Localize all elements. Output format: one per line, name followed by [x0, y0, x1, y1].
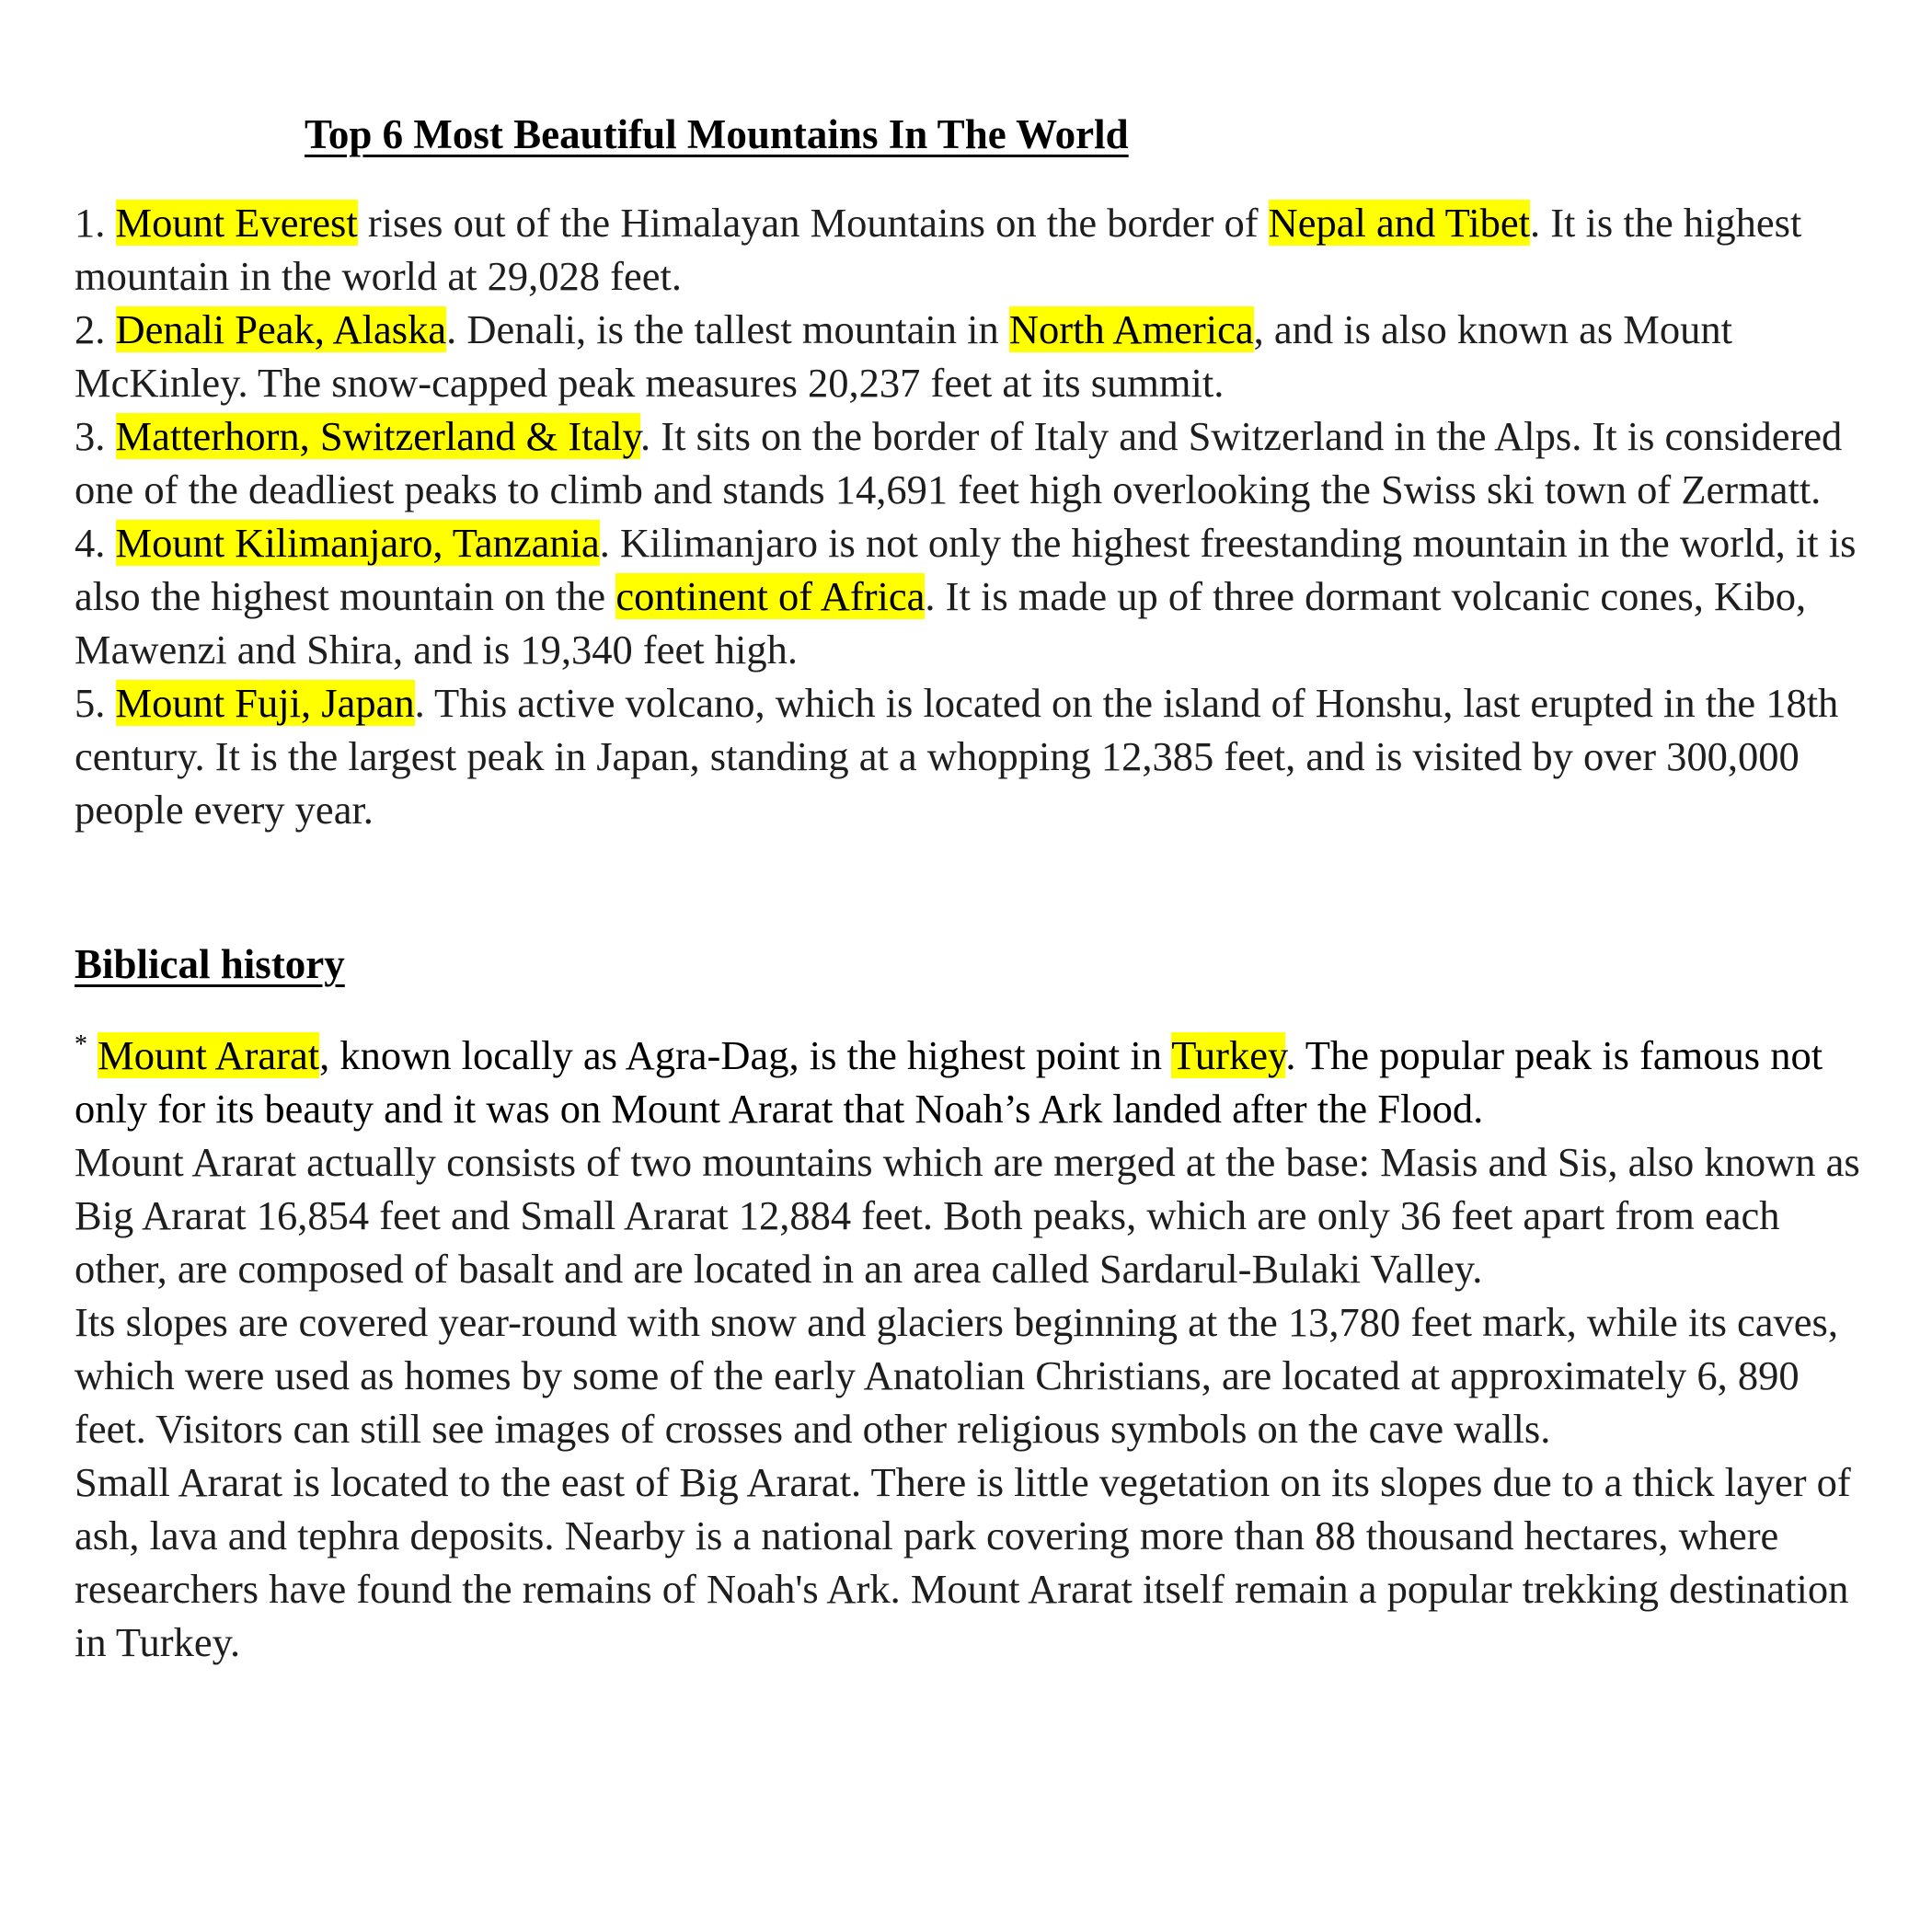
- ararat-section: [75, 1029, 1878, 1669]
- highlighted-place: Turkey: [1171, 1032, 1286, 1078]
- item-text: rises out of the Himalayan Mountains on the border of: [357, 200, 1269, 246]
- highlighted-mountain-name: Matterhorn, Switzerland & Italy: [115, 413, 641, 459]
- ararat-paragraph-slopes: Its slopes are covered year-round with snow and glaciers beginning at the 13,780 feet mark, while its caves, which were used as homes by some of the early Anatolian Christians, are located at approximately 6, 890 feet. Visitors can still see images of crosses and other religious symbols on the cave walls.: [75, 1299, 1838, 1452]
- paragraph-text: . The popular peak is famous not only for its beauty and it was on Mount Ararat that Noah’s Ark landed after the Flood.: [75, 1032, 1823, 1132]
- item-text: . It sits on the border of Italy and Switzerland in the Alps. It is considered one of the deadliest peaks to climb and stands 14,691 feet high overlooking the Swiss ski town of Zermatt.: [75, 413, 1843, 512]
- highlighted-place: continent of Africa: [615, 573, 926, 619]
- item-text: . This active volcano, which is located on the island of Honshu, last erupted in the 18th century. It is the largest peak in Japan, standing at a whopping 12,385 feet, and is visited by over 300,000 people every year.: [75, 680, 1839, 833]
- item-text: . Kilimanjaro is not only the highest freestanding mountain in the world, it is also the highest mountain on the: [75, 520, 1857, 619]
- item-text: . It is made up of three dormant volcanic cones, Kibo, Mawenzi and Shira, and is 19,340 feet high.: [75, 573, 1807, 673]
- highlighted-place: Nepal and Tibet: [1268, 200, 1530, 246]
- document-title: Top 6 Most Beautiful Mountains In The World: [305, 111, 1129, 157]
- list-item-denali: [75, 303, 1878, 409]
- paragraph-text: , known locally as Agra-Dag, is the highest point in: [319, 1032, 1172, 1078]
- highlighted-mountain-name: Mount Ararat: [98, 1032, 320, 1078]
- section-heading-biblical-history: Biblical history: [75, 941, 345, 987]
- mountain-list: [75, 196, 1878, 836]
- item-number: 5.: [75, 680, 106, 726]
- ararat-paragraph-small-ararat: Small Ararat is located to the east of Big Ararat. There is little vegetation on its slopes due to a thick layer of ash, lava and tephra deposits. Nearby is a national park covering more than 88 thousand hectares, where researchers have found the remains of Noah's Ark. Mount Ararat itself remain a popular trekking destination in Turkey.: [75, 1459, 1851, 1665]
- ararat-paragraph-geology: Mount Ararat actually consists of two mountains which are merged at the base: Masis and Sis, also known as Big Ararat 16,854 feet and Small Ararat 12,884 feet. Both peaks, which are only 36 feet apart from each other, are composed of basalt and are located in an area called Sardarul-Bulaki Valley.: [75, 1139, 1860, 1292]
- asterisk-marker: *: [75, 1030, 87, 1059]
- list-item-matterhorn: [75, 409, 1878, 516]
- item-number: 2.: [75, 306, 106, 352]
- highlighted-mountain-name: Mount Everest: [115, 200, 358, 246]
- ararat-lead-paragraph: [75, 1029, 1878, 1135]
- item-number: 3.: [75, 413, 106, 459]
- highlighted-mountain-name: Mount Fuji, Japan: [115, 680, 415, 726]
- item-text: . Denali, is the tallest mountain in: [446, 306, 1009, 352]
- item-text: . It is the highest mountain in the world at 29,028 feet.: [75, 200, 1802, 299]
- item-number: 4.: [75, 520, 106, 566]
- highlighted-mountain-name: Denali Peak, Alaska: [115, 306, 447, 352]
- list-item-fuji: [75, 676, 1878, 836]
- list-item-kilimanjaro: [75, 516, 1878, 676]
- item-text: , and is also known as Mount McKinley. The snow-capped peak measures 20,237 feet at its summit.: [75, 306, 1732, 406]
- list-item-everest: [75, 196, 1878, 303]
- item-number: 1.: [75, 200, 106, 246]
- highlighted-place: North America: [1008, 306, 1254, 352]
- highlighted-mountain-name: Mount Kilimanjaro, Tanzania: [115, 520, 600, 566]
